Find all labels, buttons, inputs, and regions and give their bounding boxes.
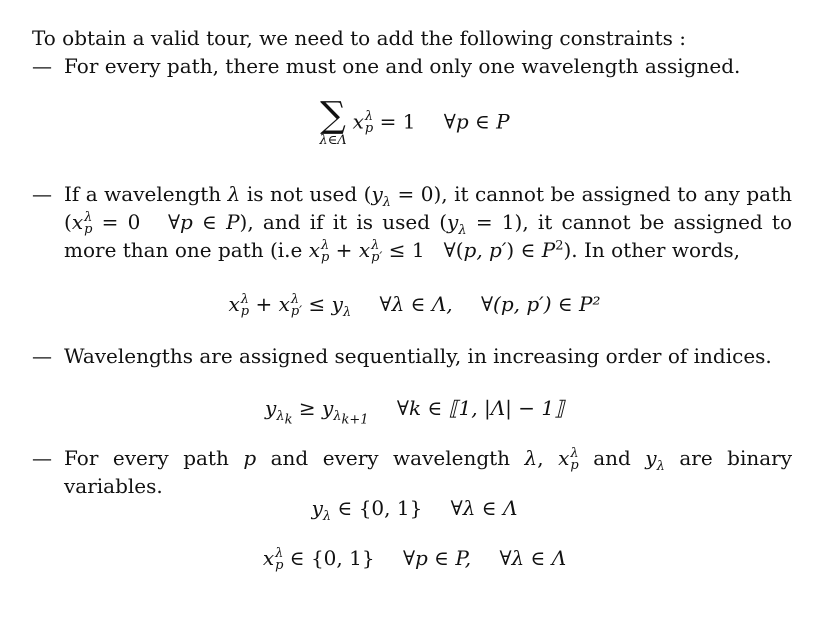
eq1-condition: ∀p ∈ P: [443, 109, 510, 134]
constraint-item-2: [32, 180, 792, 264]
eq4-condition: ∀λ ∈ Λ: [450, 496, 518, 520]
constraint-item-1: [32, 52, 792, 80]
item-dash: —: [32, 182, 52, 206]
equation-1: ∑ λ∈Λ x λ p = 1 ∀p ∈ P: [319, 95, 510, 148]
item-3-text: Wavelengths are assigned sequentially, in increasing order of indices.: [64, 344, 772, 368]
eq1-rhs: = 1: [379, 109, 416, 134]
constraint-item-3: [32, 342, 792, 370]
sum-operator: ∑ λ∈Λ: [319, 95, 347, 148]
item-1-text: For every path, there must one and only one wavelength assigned.: [64, 54, 741, 78]
eq3-condition: ∀k ∈ ⟦1, |Λ| − 1⟧: [396, 396, 564, 420]
equation-5: x λ p ∈ {0, 1} ∀p ∈ P, ∀λ ∈ Λ: [262, 545, 567, 573]
equation-4: $y_\lambda$ ∈ {0, 1} ∀λ ∈ Λ: [311, 496, 518, 524]
intro-text: To obtain a valid tour, we need to add the following constraints :: [32, 26, 686, 50]
item-dash: —: [32, 344, 52, 368]
item-2-text: If a wavelength λ is not used $(y_\lambda = 0)$, it cannot be assigned to any path (x λ p = 0 ∀p ∈ P), and if it is used $(y_\lambda = 1)$, it cannot be assigned to more than one path (i.e x λ p + x λ p′ ≤ 1 ∀(p, p′) ∈ $P^2$). In other words,: [64, 182, 793, 265]
eq5-condition-2: ∀λ ∈ Λ: [499, 546, 567, 570]
item-dash: —: [32, 54, 52, 78]
eq2-condition-2: ∀(p, p′) ∈ P²: [480, 292, 601, 316]
constraint-item-4: [32, 444, 792, 500]
item-dash: —: [32, 446, 52, 470]
equation-3: $y_{\lambda_k} \ge y_{\lambda_{k+1}}$ ∀k ∈ ⟦1, |Λ| − 1⟧: [265, 396, 564, 428]
eq5-condition-1: ∀p ∈ P,: [402, 546, 472, 570]
item-4-text: For every path p and every wavelength λ, x λ p and $y_\lambda$ are binary variables.: [64, 445, 793, 498]
eq2-condition-1: ∀λ ∈ Λ,: [379, 292, 453, 316]
equation-2: x λ p + x λ p′ ≤ $y_\lambda$ ∀λ ∈ Λ, ∀(p, p′) ∈ P²: [228, 291, 601, 320]
sum-index: λ∈Λ: [319, 133, 347, 148]
